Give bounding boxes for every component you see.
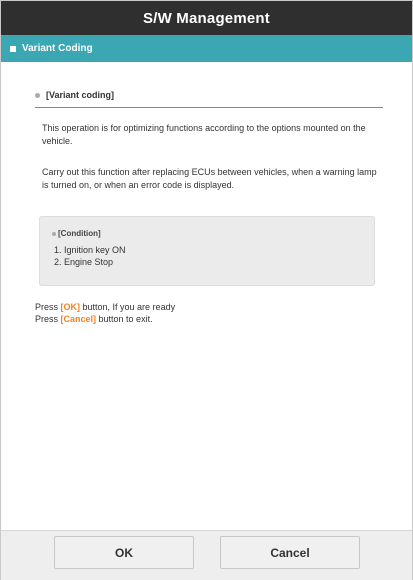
bullet-icon: [52, 232, 56, 236]
instruction-suffix: button to exit.: [96, 314, 153, 324]
content-area: [1, 62, 412, 530]
section-title: Variant Coding: [22, 43, 93, 54]
window-title: S/W Management: [1, 1, 412, 35]
description-paragraph: This operation is for optimizing functions according to the options mounted on the vehicle.: [42, 123, 366, 146]
condition-box: [39, 216, 375, 286]
condition-title: [52, 229, 374, 238]
cancel-button[interactable]: Cancel: [220, 536, 360, 569]
cancel-instruction: [35, 313, 375, 325]
ok-button[interactable]: OK: [54, 536, 194, 569]
condition-item: 2. Engine Stop: [54, 257, 114, 267]
instruction-prefix: Press: [35, 314, 61, 324]
condition-list: [52, 244, 374, 268]
content-heading: [35, 90, 383, 108]
condition-item: 1. Ignition key ON: [54, 245, 126, 255]
bullet-icon: [35, 93, 40, 98]
ok-key-label: [OK]: [60, 302, 81, 312]
section-header: [1, 35, 412, 62]
content-heading-text: [Variant coding]: [46, 90, 115, 100]
instruction-suffix: button, If you are ready: [80, 302, 176, 312]
instruction-prefix: Press: [35, 302, 61, 312]
cancel-key-label: [Cancel]: [60, 314, 97, 324]
ok-instruction: [35, 301, 375, 313]
button-bar: [1, 530, 412, 580]
square-bullet-icon: [10, 46, 16, 52]
instruction-paragraph: Carry out this function after replacing ECUs between vehicles, when a warning lamp is turned on, or when an error code is displayed.: [42, 167, 377, 190]
condition-title-text: [Condition]: [58, 229, 101, 238]
